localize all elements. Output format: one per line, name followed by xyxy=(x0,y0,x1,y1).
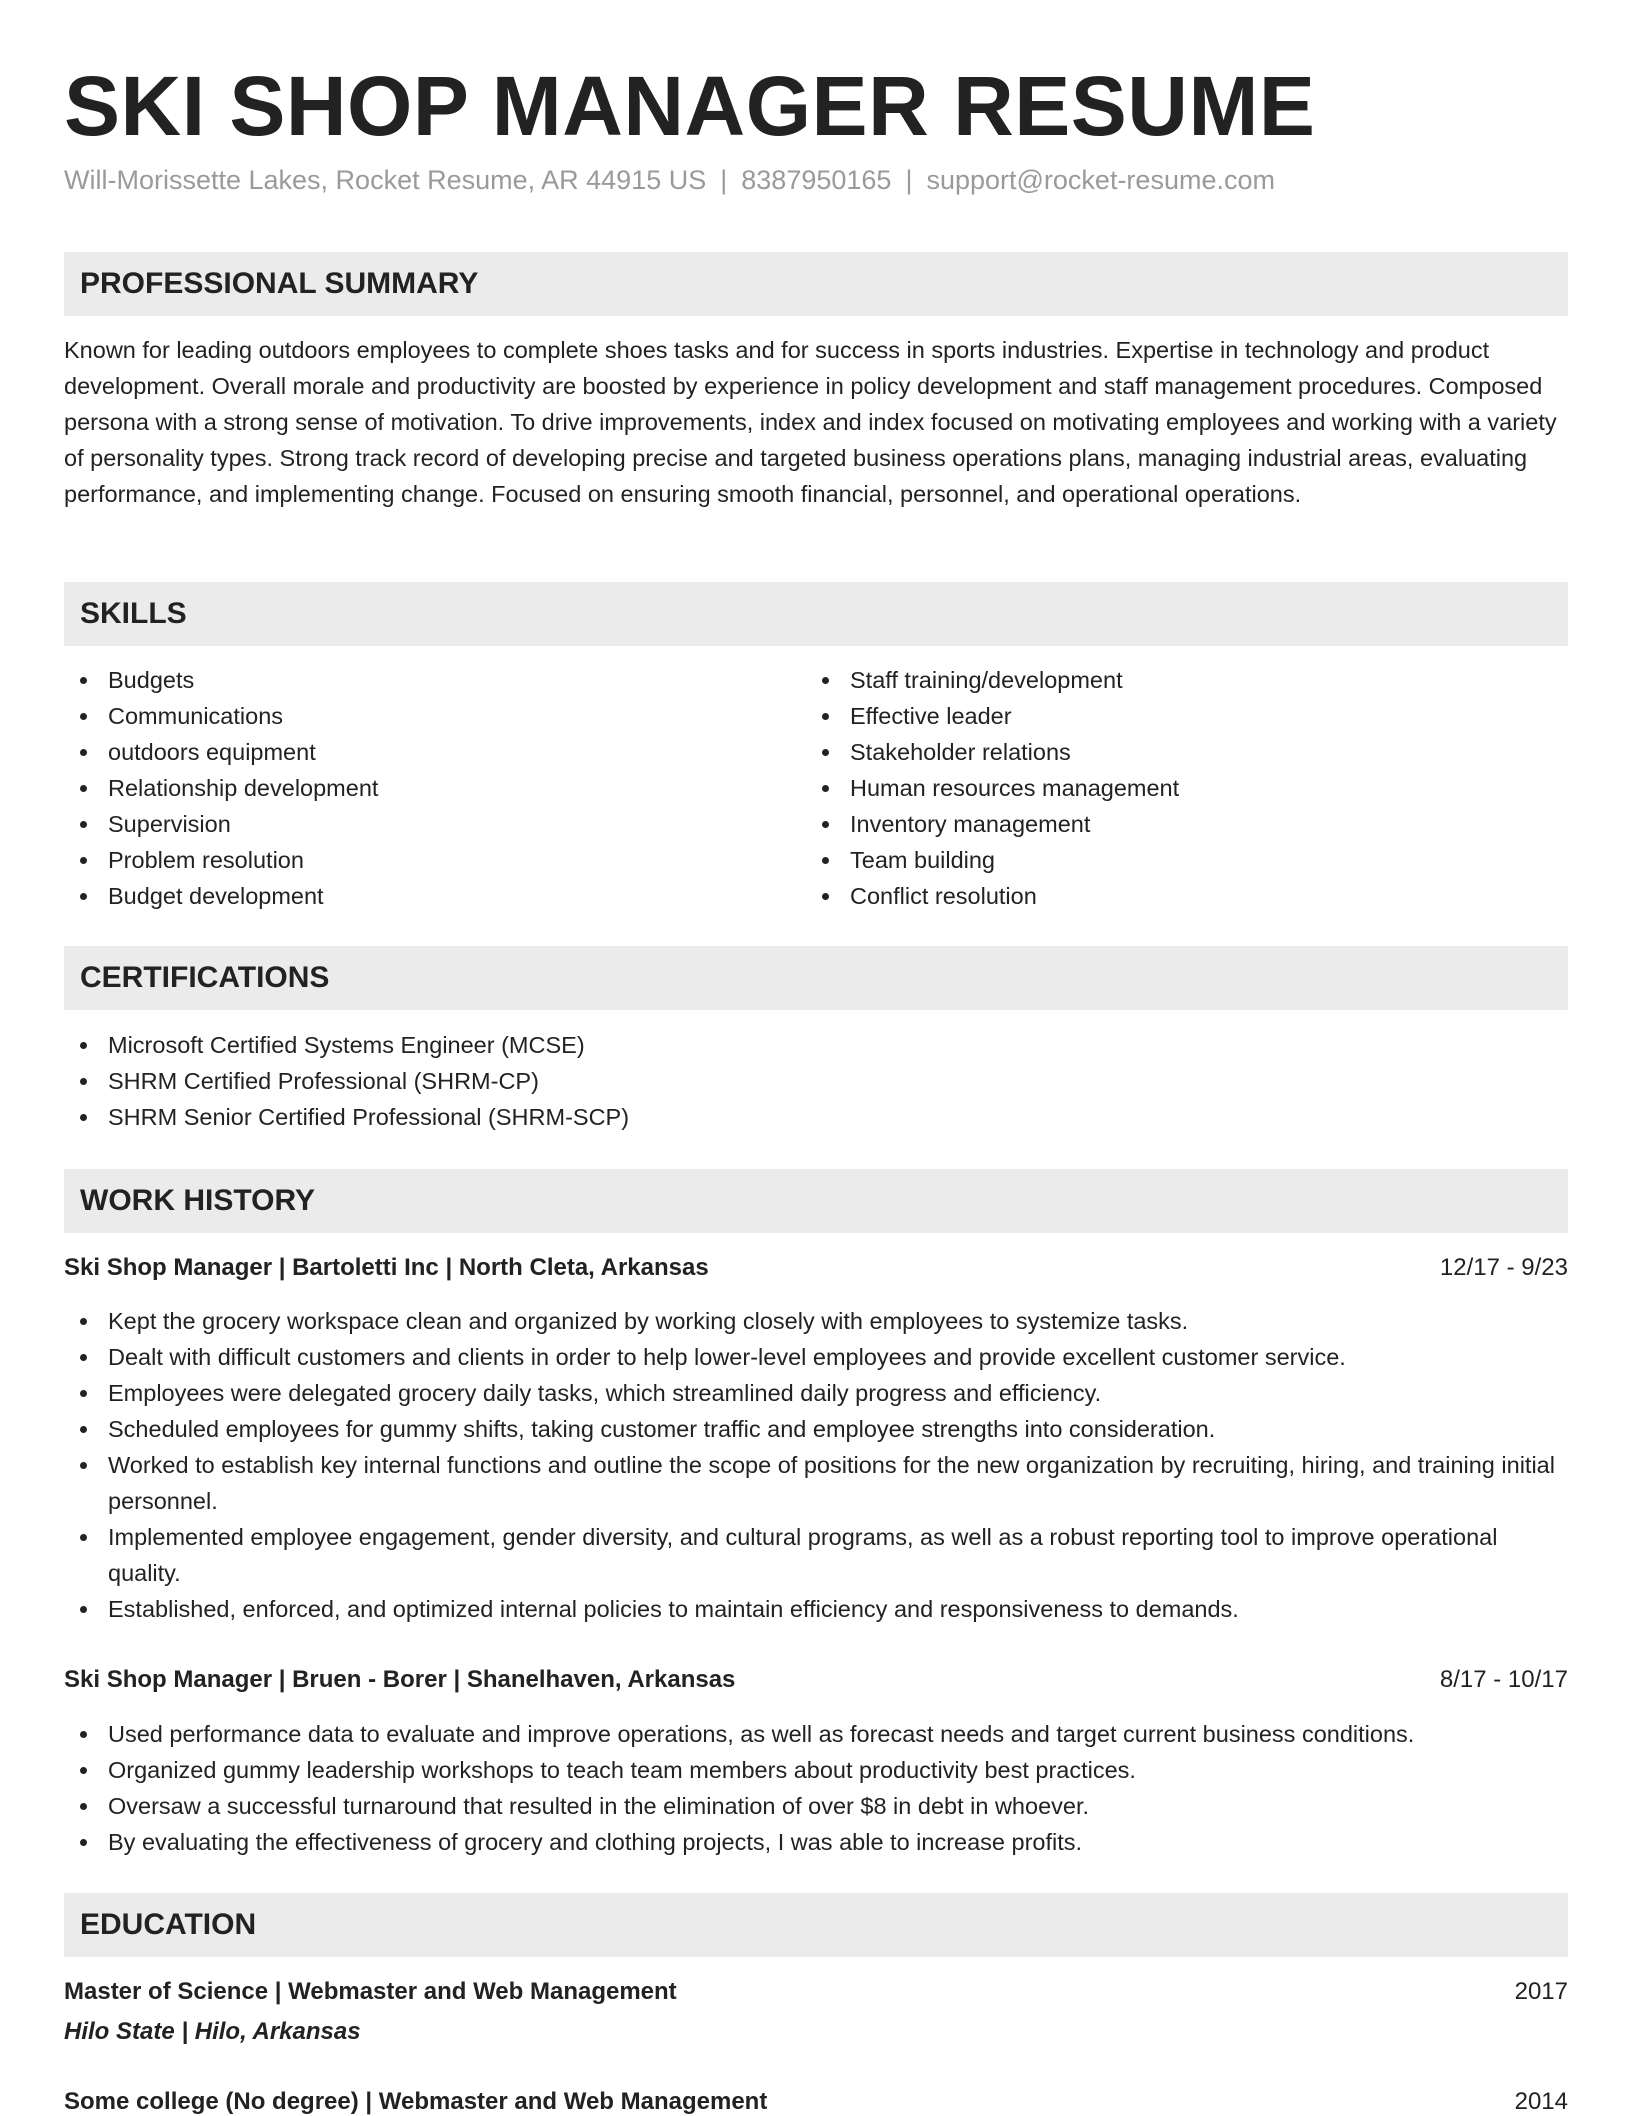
summary-text: Known for leading outdoors employees to complete shoes tasks and for success in sports industries. Expertise in technology and product development. Overall morale and productivity are boosted by experience in policy development and staff management procedures. Composed persona with a strong sense of motivation. To drive improvements, index and index focused on motivating employees and working with a variety of personality types. Strong track record of developing precise and targeted business operations plans, managing industrial areas, evaluating performance, and implementing change. Focused on ensuring smooth financial, personnel, and operational operations. xyxy=(64,337,1557,507)
education-heading: EDUCATION xyxy=(80,1908,257,1941)
skill-item: Stakeholder relations xyxy=(806,734,1566,770)
job-bullet: Dealt with difficult customers and clients in order to help lower-level employees and provide excellent customer service. xyxy=(64,1339,1568,1375)
skill-item: Relationship development xyxy=(64,770,784,806)
skill-item: Staff training/development xyxy=(806,662,1566,698)
job-bullet: By evaluating the effectiveness of grocery and clothing projects, I was able to increase profits. xyxy=(64,1824,1568,1860)
work-heading: WORK HISTORY xyxy=(80,1184,316,1217)
certifications-heading-bar xyxy=(64,946,1568,1010)
summary-heading-bar xyxy=(64,252,1568,316)
certification-item: Microsoft Certified Systems Engineer (MCSE) xyxy=(64,1027,1568,1063)
job-bullet: Oversaw a successful turnaround that resulted in the elimination of over $8 in debt in whoever. xyxy=(64,1788,1568,1824)
skill-item: outdoors equipment xyxy=(64,734,784,770)
contact-separator: | xyxy=(905,165,913,195)
contact-phone: 8387950165 xyxy=(741,165,892,195)
job-bullet: Employees were delegated grocery daily tasks, which streamlined daily progress and efficiency. xyxy=(64,1375,1568,1411)
job-bullets xyxy=(64,1303,1568,1627)
skill-item: Human resources management xyxy=(806,770,1566,806)
job-title: Ski Shop Manager | Bartoletti Inc | North Cleta, Arkansas xyxy=(64,1254,709,1281)
education-degree: Some college (No degree) | Webmaster and Web Management xyxy=(64,2088,768,2115)
job-bullet: Implemented employee engagement, gender diversity, and cultural programs, as well as a robust reporting tool to improve operational quality. xyxy=(64,1519,1568,1591)
skill-item: Supervision xyxy=(64,806,784,842)
certification-item: SHRM Certified Professional (SHRM-CP) xyxy=(64,1063,1568,1099)
certifications-heading: CERTIFICATIONS xyxy=(80,961,330,994)
resume-title: SKI SHOP MANAGER RESUME xyxy=(64,59,1316,153)
skills-heading-bar xyxy=(64,582,1568,646)
education-heading-bar xyxy=(64,1893,1568,1957)
job-bullet: Established, enforced, and optimized internal policies to maintain efficiency and responsiveness to demands. xyxy=(64,1591,1568,1627)
job-bullet: Used performance data to evaluate and improve operations, as well as forecast needs and target current business conditions. xyxy=(64,1716,1568,1752)
contact-line xyxy=(64,165,1275,196)
job-bullet: Kept the grocery workspace clean and organized by working closely with employees to systemize tasks. xyxy=(64,1303,1568,1339)
skill-item: Inventory management xyxy=(806,806,1566,842)
skill-item: Budget development xyxy=(64,878,784,914)
job-dates: 12/17 - 9/23 xyxy=(1439,1254,1568,1281)
job-bullets xyxy=(64,1716,1568,1860)
skill-item: Communications xyxy=(64,698,784,734)
skill-item: Conflict resolution xyxy=(806,878,1566,914)
skill-item: Effective leader xyxy=(806,698,1566,734)
job-bullet: Organized gummy leadership workshops to teach team members about productivity best practices. xyxy=(64,1752,1568,1788)
skills-list-left xyxy=(64,662,784,914)
education-year: 2014 xyxy=(1514,2088,1568,2115)
skill-item: Team building xyxy=(806,842,1566,878)
job-dates: 8/17 - 10/17 xyxy=(1439,1666,1568,1693)
education-school: Hilo State | Hilo, Arkansas xyxy=(64,2018,361,2045)
education-year: 2017 xyxy=(1514,1978,1568,2005)
skills-heading: SKILLS xyxy=(80,597,187,630)
job-bullet: Scheduled employees for gummy shifts, taking customer traffic and employee strengths into consideration. xyxy=(64,1411,1568,1447)
job-title: Ski Shop Manager | Bruen - Borer | Shanelhaven, Arkansas xyxy=(64,1666,736,1693)
job-bullet: Worked to establish key internal functions and outline the scope of positions for the new organization by recruiting, hiring, and training initial personnel. xyxy=(64,1447,1568,1519)
education-degree: Master of Science | Webmaster and Web Management xyxy=(64,1978,677,2005)
work-heading-bar xyxy=(64,1169,1568,1233)
skills-list-right xyxy=(806,662,1566,914)
certification-item: SHRM Senior Certified Professional (SHRM-SCP) xyxy=(64,1099,1568,1135)
skill-item: Budgets xyxy=(64,662,784,698)
certifications-list xyxy=(64,1027,1568,1135)
contact-separator: | xyxy=(720,165,728,195)
skill-item: Problem resolution xyxy=(64,842,784,878)
contact-address: Will-Morissette Lakes, Rocket Resume, AR 44915 US xyxy=(64,165,707,195)
contact-email: support@rocket-resume.com xyxy=(926,165,1275,195)
summary-heading: PROFESSIONAL SUMMARY xyxy=(80,267,479,300)
